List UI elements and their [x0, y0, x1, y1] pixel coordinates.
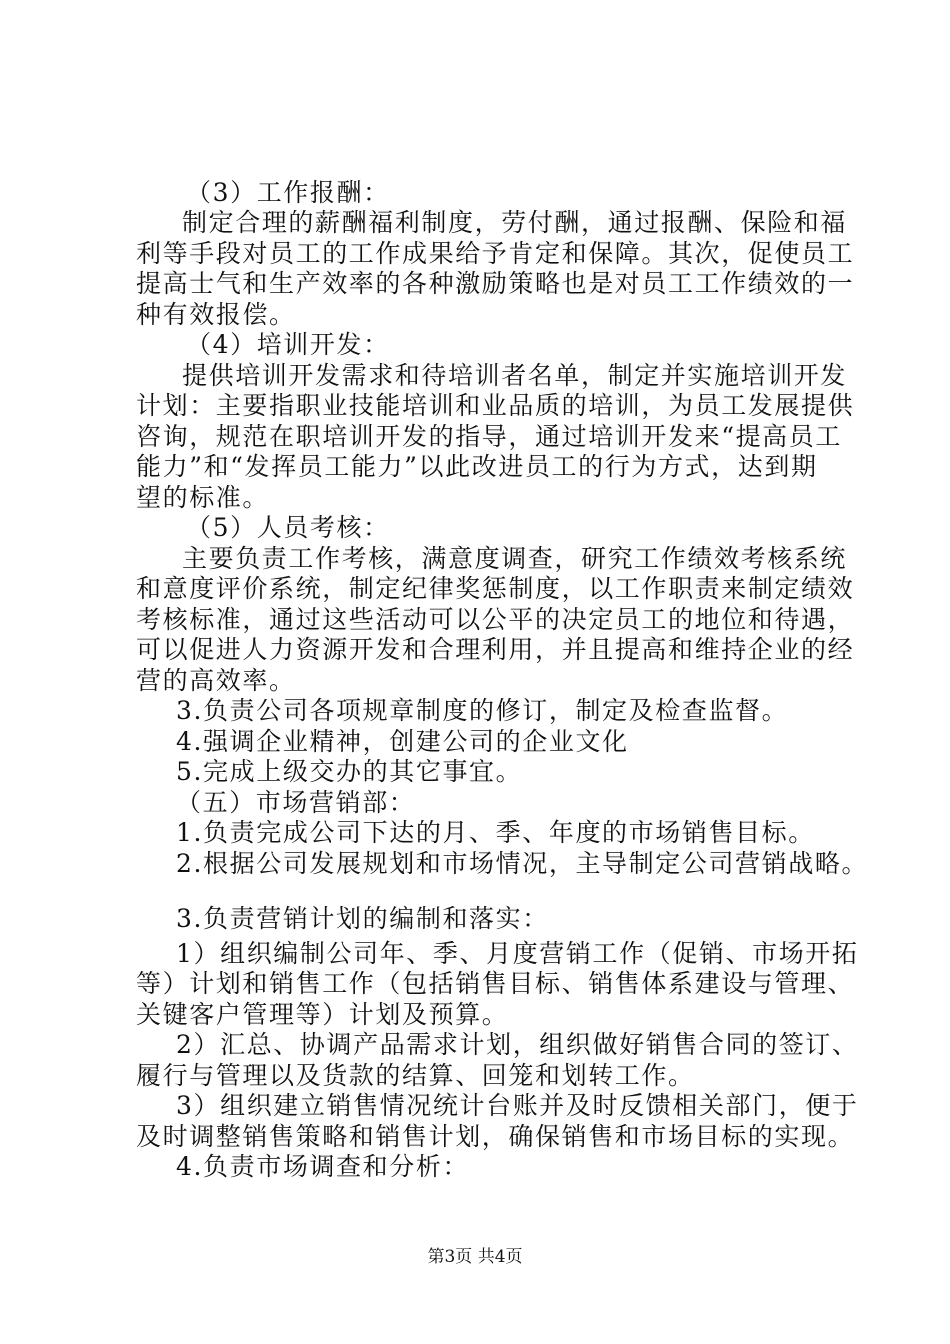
text-line: 考核标准，通过这些活动可以公平的决定员工的地位和待遇，	[136, 605, 855, 634]
text-line: 等）计划和销售工作（包括销售目标、销售体系建设与管理、	[136, 969, 855, 998]
text-line: 望的标准。	[136, 483, 270, 512]
text-line: 履行与管理以及货款的结算、回笼和划转工作。	[136, 1061, 695, 1090]
page-number-footer: 第3页 共4页	[427, 1247, 523, 1267]
text-line: 营的高效率。	[136, 666, 296, 695]
text-line: 和意度评价系统，制定纪律奖惩制度，以工作职责来制定绩效	[136, 574, 855, 603]
text-line: 可以促进人力资源开发和合理利用，并且提高和维持企业的经	[136, 635, 855, 664]
text-line: 1）组织编制公司年、季、月度营销工作（促销、市场开拓	[176, 939, 859, 968]
text-line: 及时调整销售策略和销售计划，确保销售和市场目标的实现。	[136, 1122, 855, 1151]
text-line: 4.强调企业精神，创建公司的企业文化	[176, 727, 629, 756]
text-line: 提供培训开发需求和待培训者名单，制定并实施培训开发	[182, 361, 848, 390]
text-line: 计划：主要指职业技能培训和业品质的培训，为员工发展提供	[136, 391, 855, 420]
text-line: （3）工作报酬：	[186, 178, 390, 207]
text-line: 提高士气和生产效率的各种激励策略也是对员工工作绩效的一	[136, 269, 855, 298]
text-line: 2.根据公司发展规划和市场情况，主导制定公司营销战略。	[176, 849, 869, 878]
text-line: 3.负责公司各项规章制度的修订，制定及检查监督。	[176, 696, 789, 725]
text-line: 制定合理的薪酬福利制度，劳付酬，通过报酬、保险和福	[182, 208, 848, 237]
text-line: 关键客户管理等）计划及预算。	[136, 1000, 509, 1029]
text-line: 咨询，规范在职培训开发的指导，通过培训开发来“提高员工	[136, 422, 842, 451]
text-line: 能力”和“发挥员工能力”以此改进员工的行为方式，达到期	[136, 452, 818, 481]
text-line: 主要负责工作考核，满意度调查，研究工作绩效考核系统	[182, 544, 848, 573]
text-line: 5.完成上级交办的其它事宜。	[176, 757, 523, 786]
text-line: 3.负责营销计划的编制和落实：	[176, 904, 549, 933]
text-line: 1.负责完成公司下达的月、季、年度的市场销售目标。	[176, 818, 815, 847]
text-line: 4.负责市场调查和分析：	[176, 1152, 470, 1181]
text-line: 种有效报偿。	[136, 300, 296, 329]
text-line: （4）培训开发：	[186, 330, 390, 359]
text-line: （5）人员考核：	[186, 513, 390, 542]
section-heading: （五）市场营销部：	[176, 788, 416, 817]
text-line: 利等手段对员工的工作成果给予肯定和保障。其次，促使员工	[136, 239, 855, 268]
text-line: 3）组织建立销售情况统计台账并及时反馈相关部门，便于	[176, 1091, 859, 1120]
text-line: 2）汇总、协调产品需求计划，组织做好销售合同的签订、	[176, 1030, 859, 1059]
